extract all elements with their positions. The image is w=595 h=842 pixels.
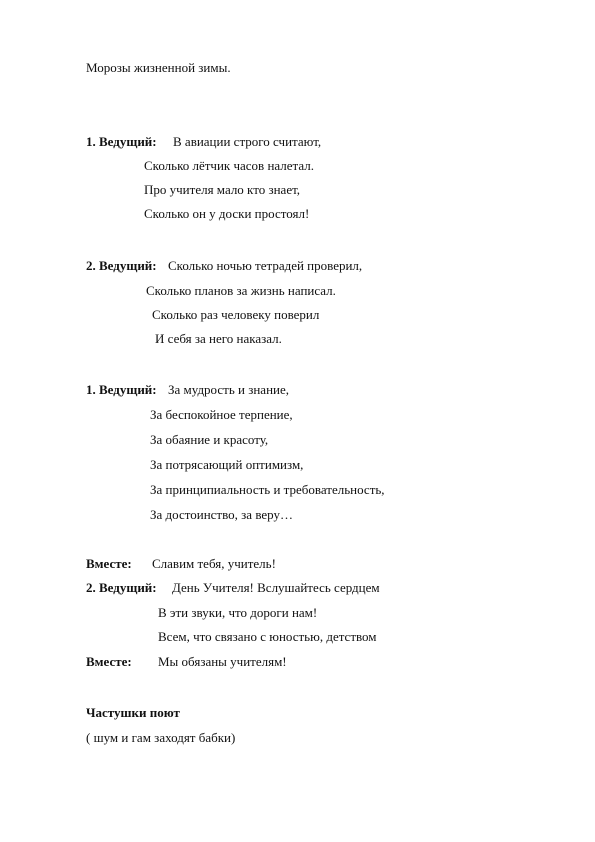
speaker-label: Вместе: (86, 556, 132, 571)
verse-line: Про учителя мало кто знает, (144, 182, 301, 197)
document-title: Морозы жизненной зимы. (86, 60, 231, 75)
verse-line: За потрясающий оптимизм, (150, 457, 304, 472)
speaker-label: 2. Ведущий: (86, 580, 157, 595)
verse-line: Сколько лётчик часов налетал. (144, 158, 315, 173)
speaker-label: Вместе: (86, 654, 132, 669)
verse-line: Славим тебя, учитель! (152, 556, 276, 571)
stage-direction: ( шум и гам заходят бабки) (86, 730, 236, 745)
verse-line: В эти звуки, что дороги нам! (158, 605, 318, 620)
verse-line: Мы обязаны учителям! (158, 654, 287, 669)
verse-line: За принципиальность и требовательность, (150, 482, 385, 497)
verse-line: Сколько раз человеку поверил (152, 307, 320, 322)
verse-line: День Учителя! Вслушайтесь сердцем (172, 580, 380, 595)
verse-line: Сколько он у доски простоял! (144, 206, 310, 221)
verse-line: Сколько планов за жизнь написал. (146, 283, 336, 298)
verse-line: За обаяние и красоту, (150, 432, 269, 447)
speaker-label: 1. Ведущий: (86, 134, 157, 149)
verse-line: За беспокойное терпение, (150, 407, 293, 422)
verse-line: В авиации строго считают, (173, 134, 322, 149)
speaker-label: 1. Ведущий: (86, 382, 157, 397)
section-heading: Частушки поют (86, 705, 180, 720)
verse-line: За достоинство, за веру… (150, 507, 293, 522)
verse-line: Всем, что связано с юностью, детством (158, 629, 377, 644)
speaker-label: 2. Ведущий: (86, 258, 157, 273)
verse-line: Сколько ночью тетрадей проверил, (168, 258, 363, 273)
verse-line: И себя за него наказал. (155, 331, 282, 346)
verse-line: За мудрость и знание, (168, 382, 290, 397)
